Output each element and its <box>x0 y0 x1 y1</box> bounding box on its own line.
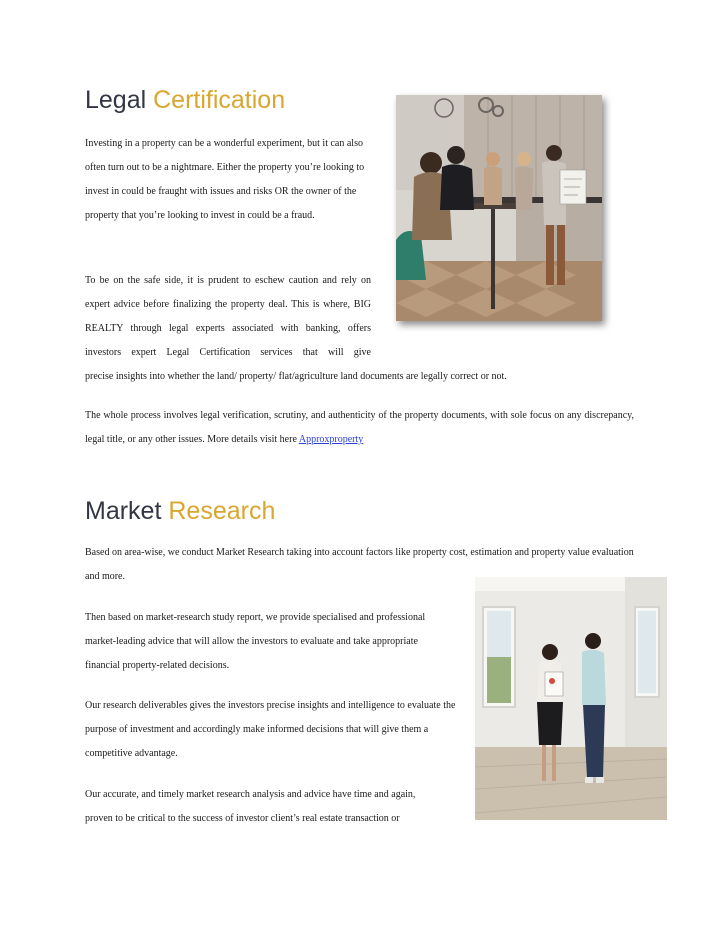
legal-paragraph-3 <box>85 404 634 452</box>
property-visit-photo <box>475 577 667 820</box>
market-paragraph-4: Our accurate, and timely market research analysis and advice have time and again, proven to be critical to the success of investor client’s real estate transaction or <box>85 789 416 825</box>
heading-plain-text: Market <box>85 497 162 525</box>
legal-paragraph-1: Investing in a property can be a wonderful experiment, but it can also often turn out to be a nightmare. Either the property you’re looking to invest in could be fraught with issues and risks OR the owner of the property that you’re looking to invest in could be a fraud. <box>85 138 365 222</box>
legal-paragraph-3-text: The whole process involves legal verification, scrutiny, and authenticity of the property documents, with sole focus on any discrepancy, legal title, or any other issues. More details visit here <box>85 410 634 446</box>
heading-accent-text: Research <box>168 497 276 525</box>
approxproperty-link[interactable]: Approxproperty <box>298 434 364 446</box>
market-research-heading <box>85 496 275 526</box>
kitchen-meeting-photo <box>396 95 602 321</box>
market-paragraph-1: Based on area-wise, we conduct Market Research taking into account factors like property cost, estimation and property value evaluation and more. <box>85 547 634 583</box>
market-paragraph-3: Our research deliverables gives the investors precise insights and intelligence to evaluate the purpose of investment and accordingly make informed decisions that will give them a competitive advantage. <box>85 700 456 760</box>
legal-paragraph-2: To be on the safe side, it is prudent to eschew caution and rely on expert advice before finalizing the property deal. This is where, BIG REALTY through legal experts associated with banking, offers investors expert Legal Certification services that will give <box>85 275 371 359</box>
heading-accent-text: Certification <box>153 86 286 114</box>
legal-certification-heading <box>85 85 285 115</box>
heading-plain-text: Legal <box>85 86 147 114</box>
market-paragraph-2: Then based on market-research study report, we provide specialised and professional market-leading advice that will allow the investors to evaluate and take appropriate financial property-related decisions. <box>85 612 426 672</box>
legal-paragraph-2-continued: precise insights into whether the land/ property/ flat/agriculture land documents are legally correct or not. <box>85 371 507 382</box>
